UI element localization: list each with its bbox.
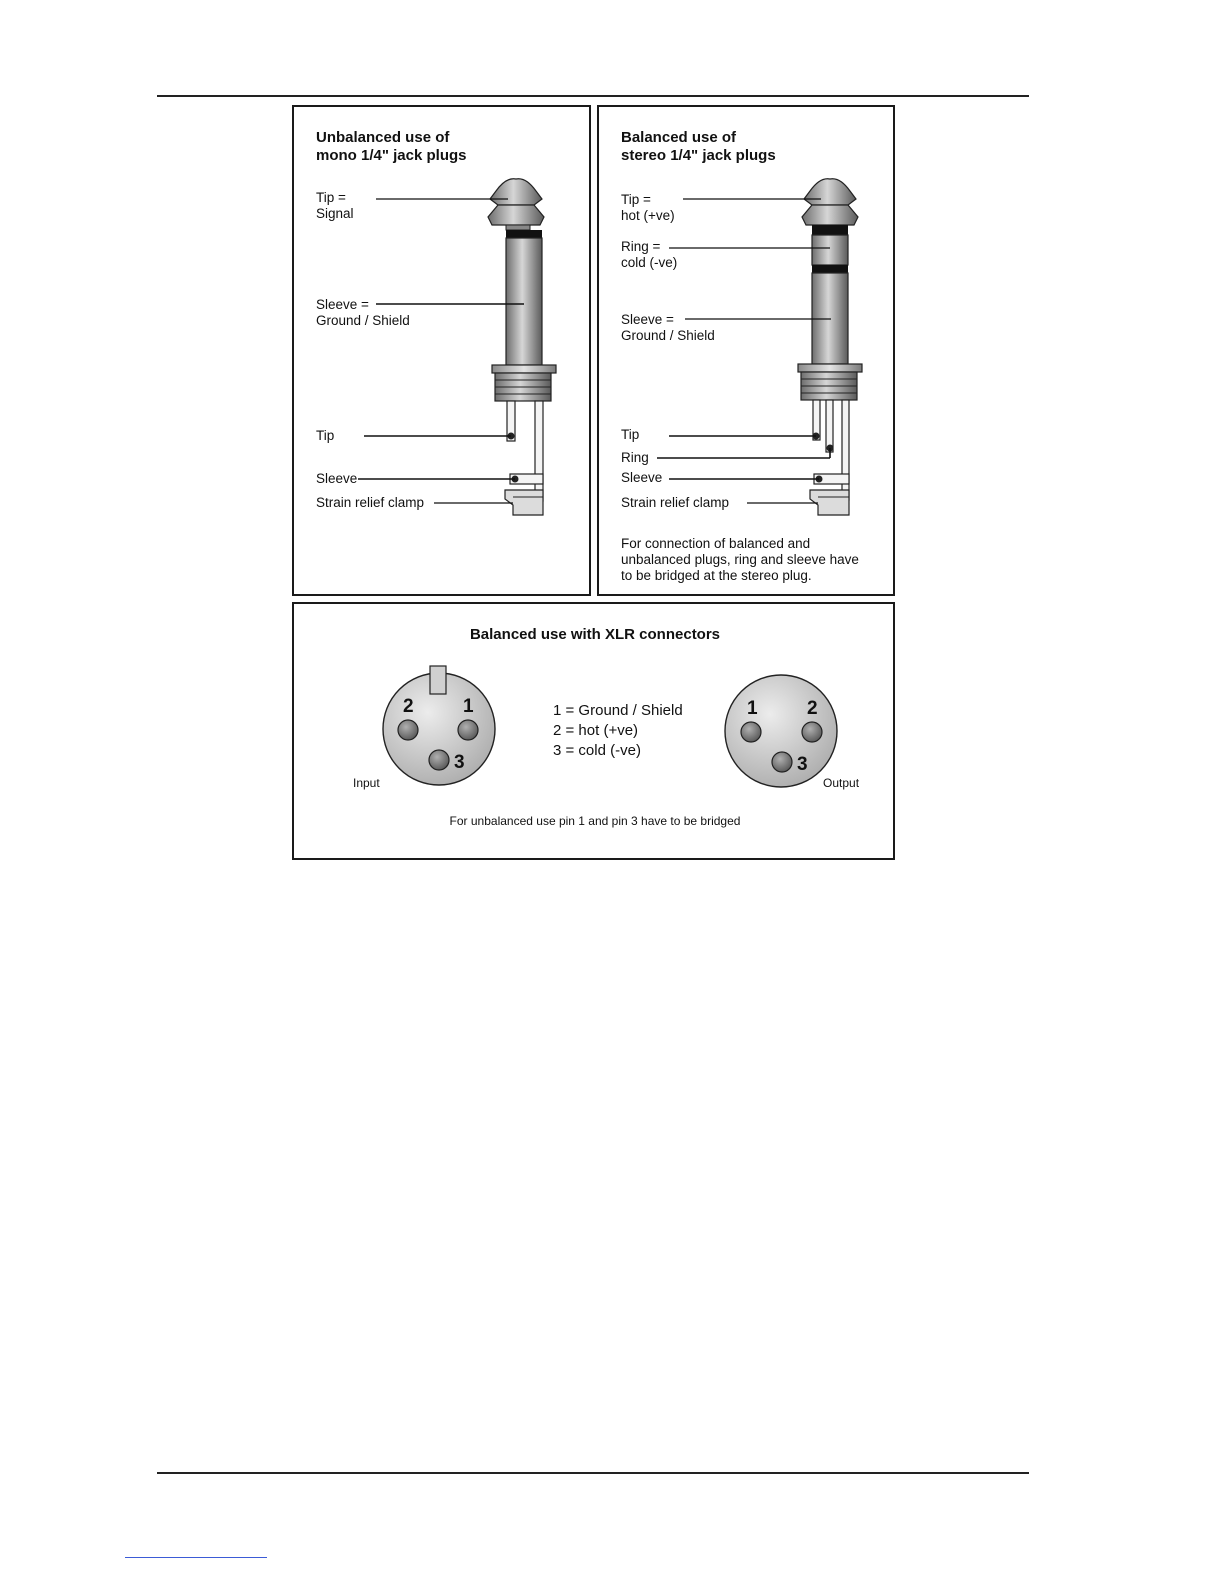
input-pin-1: 1 xyxy=(463,696,474,717)
panel-mono-jack xyxy=(292,105,591,596)
stereo-jack-diagram xyxy=(599,107,897,598)
stereo-ring-desc: cold (-ve) xyxy=(621,255,678,270)
stereo-title-line1: Balanced use of xyxy=(621,129,737,146)
output-pin-1: 1 xyxy=(747,698,758,719)
input-pin-3: 3 xyxy=(454,752,465,773)
mono-plug-icon xyxy=(488,179,556,515)
xlr-input-connector-icon xyxy=(383,666,495,785)
mono-tip-desc: Signal xyxy=(316,206,354,221)
xlr-output-connector-icon xyxy=(725,675,837,787)
header-rule xyxy=(157,95,1029,97)
footer-link-underline xyxy=(125,1557,267,1558)
mono-sleeve-desc: Ground / Shield xyxy=(316,313,410,328)
stereo-tip-label: Tip = xyxy=(621,192,651,207)
stereo-note-line2: unbalanced plugs, ring and sleeve have xyxy=(621,552,859,567)
mono-wire-sleeve: Sleeve xyxy=(316,471,358,486)
mono-clamp-label: Strain relief clamp xyxy=(316,495,425,510)
mono-title-line2: mono 1/4" jack plugs xyxy=(316,147,467,164)
stereo-wire-sleeve: Sleeve xyxy=(621,470,663,485)
panel-xlr xyxy=(292,602,895,860)
stereo-sleeve-label: Sleeve = xyxy=(621,312,674,327)
stereo-plug-icon xyxy=(798,179,862,515)
stereo-tip-desc: hot (+ve) xyxy=(621,208,675,223)
output-label: Output xyxy=(823,776,860,790)
legend-pin-3: 3 = cold (-ve) xyxy=(553,742,641,759)
stereo-clamp-label: Strain relief clamp xyxy=(621,495,730,510)
panel-stereo-jack xyxy=(597,105,895,596)
output-pin-2: 2 xyxy=(807,698,818,719)
legend-pin-1: 1 = Ground / Shield xyxy=(553,702,683,719)
xlr-note: For unbalanced use pin 1 and pin 3 have to be bridged xyxy=(449,814,741,828)
input-pin-2: 2 xyxy=(403,696,414,717)
stereo-ring-label: Ring = xyxy=(621,239,661,254)
input-label: Input xyxy=(353,776,380,790)
mono-wire-tip: Tip xyxy=(316,428,335,443)
stereo-wire-ring: Ring xyxy=(621,450,649,465)
stereo-sleeve-desc: Ground / Shield xyxy=(621,328,715,343)
xlr-title: Balanced use with XLR connectors xyxy=(469,626,721,643)
mono-sleeve-label: Sleeve = xyxy=(316,297,369,312)
footer-rule xyxy=(157,1472,1029,1474)
stereo-wire-tip: Tip xyxy=(621,427,640,442)
stereo-note-line1: For connection of balanced and xyxy=(621,536,811,551)
mono-jack-diagram xyxy=(294,107,593,598)
stereo-note-line3: to be bridged at the stereo plug. xyxy=(621,568,812,583)
legend-pin-2: 2 = hot (+ve) xyxy=(553,722,639,739)
output-pin-3: 3 xyxy=(797,754,808,775)
stereo-title-line2: stereo 1/4" jack plugs xyxy=(621,147,776,164)
mono-tip-label: Tip = xyxy=(316,190,346,205)
xlr-diagram xyxy=(294,604,897,862)
mono-title-line1: Unbalanced use of xyxy=(316,129,450,146)
